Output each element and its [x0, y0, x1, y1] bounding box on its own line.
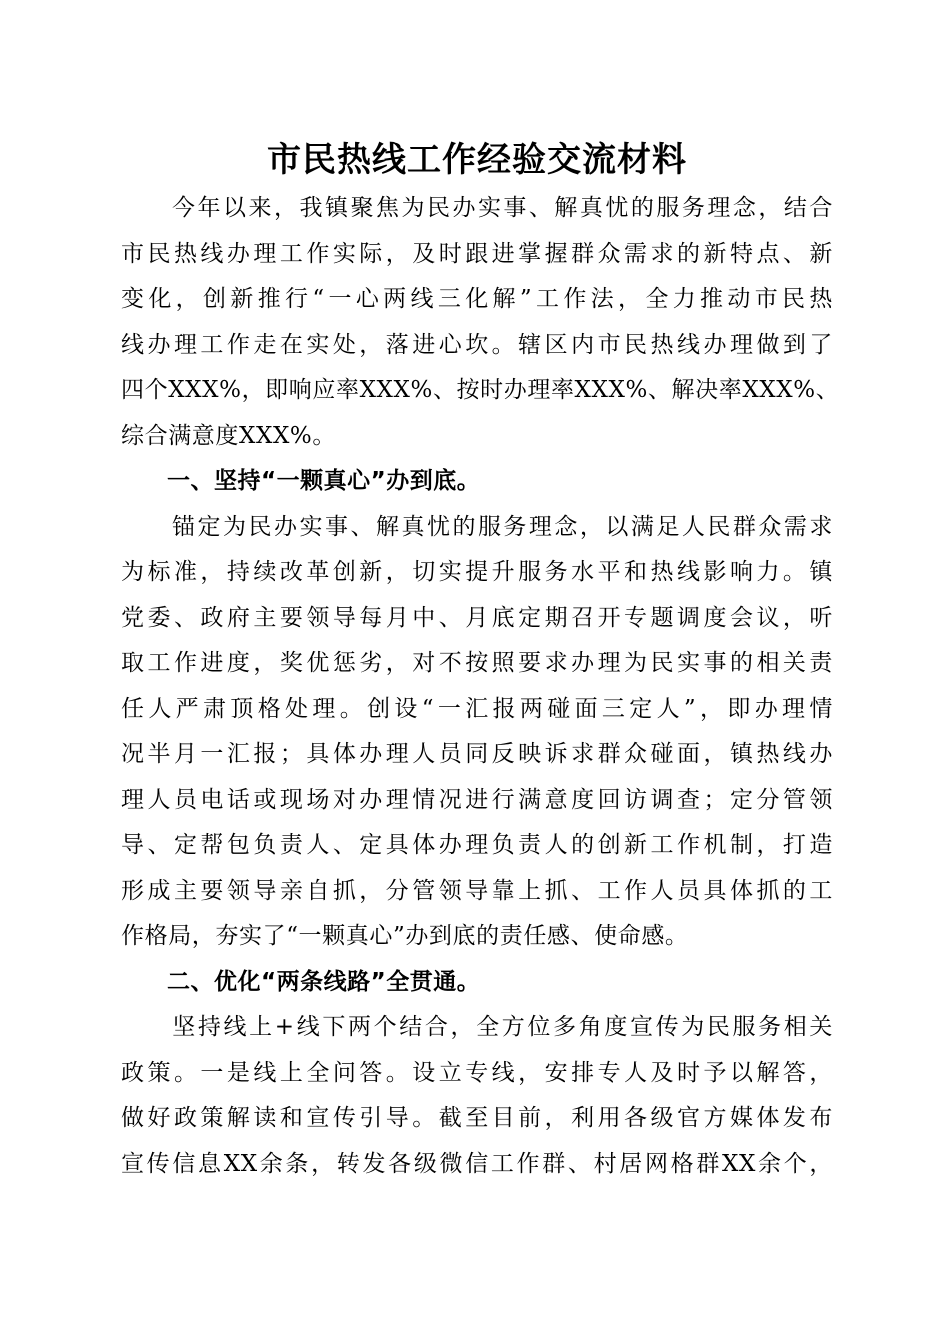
paragraph-line: 综合满意度XXX%。 — [121, 422, 336, 449]
paragraph-line: 取工作进度，奖优惩劣，对不按照要求办理为民实事的相关责 — [121, 650, 833, 676]
paragraph-line: 党委、政府主要领导每月中、月底定期召开专题调度会议，听 — [121, 604, 833, 631]
section-2-paragraph — [121, 1005, 833, 1187]
paragraph-line: 锚定为民办实事、解真忧的服务理念，以满足人民群众需求 — [121, 513, 833, 540]
paragraph-line: 坚持线上+线下两个结合，全方位多角度宣传为民服务相关 — [121, 1014, 833, 1040]
paragraph-line: 做好政策解读和宣传引导。截至目前，利用各级官方媒体发布 — [121, 1105, 833, 1131]
paragraph-line: 导、定帮包负责人、定具体办理负责人的创新工作机制，打造 — [121, 832, 833, 858]
paragraph-line: 作格局，夯实了“一颗真心”办到底的责任感、使命感。 — [121, 923, 689, 949]
paragraph-line: 理人员电话或现场对办理情况进行满意度回访调查；定分管领 — [121, 786, 833, 813]
paragraph-line: 政策。一是线上全问答。设立专线，安排专人及时予以解答， — [121, 1059, 833, 1086]
paragraph-line: 为标准，持续改革创新，切实提升服务水平和热线影响力。镇 — [121, 559, 833, 585]
paragraph-line: 况半月一汇报；具体办理人员同反映诉求群众碰面，镇热线办 — [121, 741, 833, 767]
paragraph-line: 线办理工作走在实处，落进心坎。辖区内市民热线办理做到了 — [121, 331, 833, 358]
paragraph-line: 形成主要领导亲自抓，分管领导靠上抓、工作人员具体抓的工 — [121, 877, 833, 904]
paragraph-line: 宣传信息XX余条，转发各级微信工作群、村居网格群XX余个， — [121, 1150, 833, 1177]
section-heading-2: 二、优化“两条线路”全贯通。 — [167, 968, 481, 995]
paragraph-line: 四个XXX%，即响应率XXX%、按时办理率XXX%、解决率XXX%、 — [121, 377, 840, 403]
document-title: 市民热线工作经验交流材料 — [267, 140, 687, 180]
document-page — [121, 134, 840, 1187]
paragraph-line: 变化，创新推行“一心两线三化解”工作法，全力推动市民热 — [121, 286, 833, 312]
section-1-paragraph — [121, 505, 833, 960]
paragraph-line: 市民热线办理工作实际，及时跟进掌握群众需求的新特点、新 — [121, 240, 833, 267]
section-heading-1: 一、坚持“一颗真心”办到底。 — [167, 468, 481, 494]
intro-paragraph — [121, 186, 840, 459]
paragraph-line: 任人严肃顶格处理。创设“一汇报两碰面三定人”，即办理情 — [121, 695, 833, 722]
paragraph-line: 今年以来，我镇聚焦为民办实事、解真忧的服务理念，结合 — [121, 195, 833, 221]
